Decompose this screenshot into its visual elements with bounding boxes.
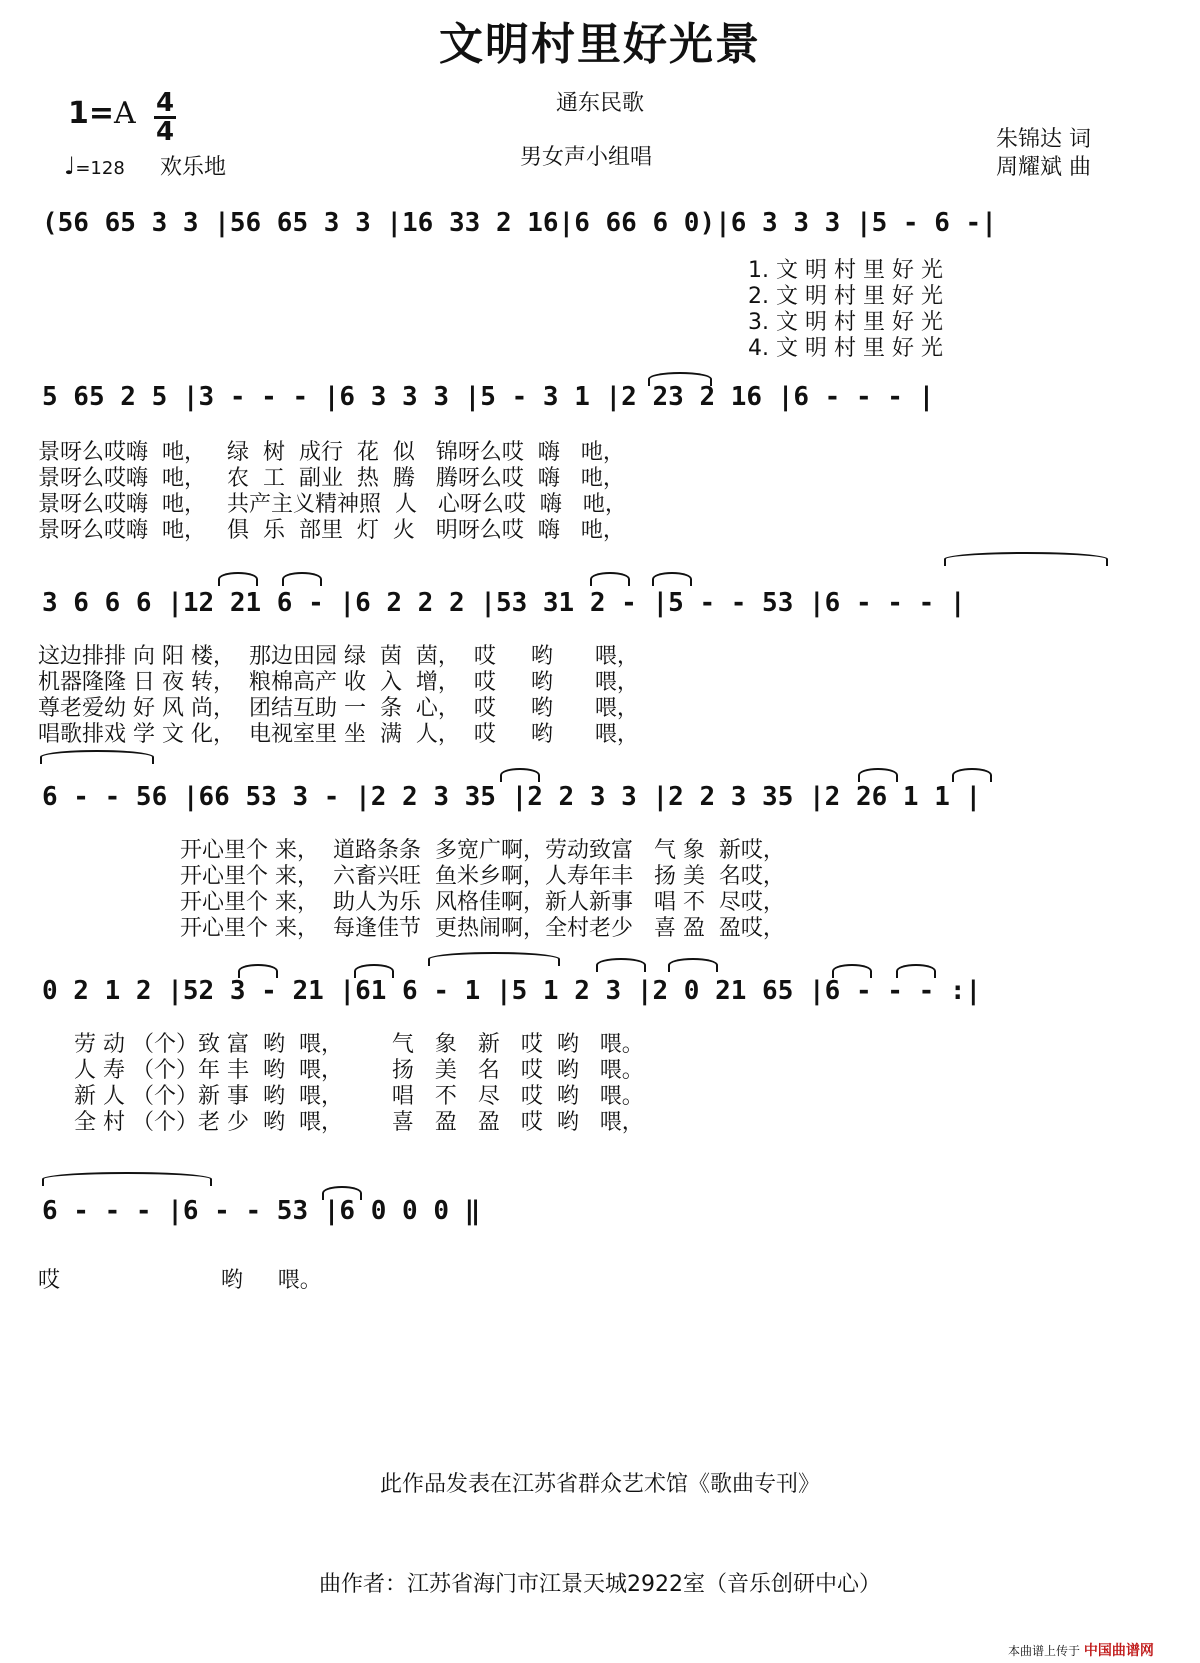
notation-line-6: 6 - - - |6 - - 53 |6 0 0 0 ‖ (42, 1196, 481, 1226)
slur-mark (428, 952, 560, 966)
lyric-line-1-3: 3. 文 明 村 里 好 光 (748, 310, 943, 335)
slur-mark (668, 958, 718, 972)
lyric-line-1-1: 1. 文 明 村 里 好 光 (748, 258, 943, 283)
lyric-line-4-4: 开心里个 来， 每逢佳节 更热闹啊，全村老少 喜 盈 盈哎， (180, 916, 785, 941)
slur-mark (40, 750, 154, 764)
slur-mark (500, 768, 540, 782)
notation-line-5: 0 2 1 2 |52 3 - 21 |61 6 - 1 |5 1 2 3 |2 0 21 65 |6 - - - :| (42, 976, 982, 1006)
lyric-line-3-3: 尊老爱幼 好 风 尚， 团结互助 一 条 心， 哎 哟 喂， (38, 696, 639, 721)
lyric-line-5-3: 新 人 （个）新 事 哟 喂， 唱 不 尽 哎 哟 喂。 (74, 1084, 644, 1109)
lyric-line-1-4: 4. 文 明 村 里 好 光 (748, 336, 943, 361)
lyric-line-4-3: 开心里个 来， 助人为乐 风格佳啊，新人新事 唱 不 尽哎， (180, 890, 785, 915)
performers-label: 男女声小组唱 (520, 145, 653, 170)
key-signature (68, 96, 136, 131)
lyricist-credit: 朱锦达 词 (996, 127, 1091, 152)
meter-bottom: 4 (155, 117, 175, 147)
tempo-value: =128 (75, 158, 125, 179)
lyric-line-3-1: 这边排排 向 阳 楼， 那边田园 绿 茵 茵， 哎 哟 喂， (38, 644, 639, 669)
lyric-line-5-4: 全 村 （个）老 少 哟 喂， 喜 盈 盈 哎 哟 喂， (74, 1110, 644, 1135)
key-prefix: 1= (68, 96, 115, 131)
lyric-line-2-4: 景呀么哎嗨 吔， 俱 乐 部里 灯 火 明呀么哎 嗨 吔， (38, 518, 625, 543)
slur-mark (944, 552, 1108, 566)
slur-mark (952, 768, 992, 782)
publication-note: 此作品发表在江苏省群众艺术馆《歌曲专刊》 (379, 1472, 820, 1497)
slur-mark (596, 958, 646, 972)
lyric-line-3-4: 唱歌排戏 学 文 化， 电视室里 坐 满 人， 哎 哟 喂， (38, 722, 639, 747)
watermark-brand: 中国曲谱网 (1083, 1643, 1154, 1659)
composer-address: 曲作者：江苏省海门市江景天城2922室（音乐创研中心） (319, 1572, 881, 1597)
notation-line-4: 6 - - 56 |66 53 3 - |2 2 3 35 |2 2 3 3 |2 2 3 35 |2 26 1 1 | (42, 782, 982, 812)
tempo-marking (64, 152, 125, 180)
lyric-line-1-2: 2. 文 明 村 里 好 光 (748, 284, 943, 309)
time-signature (152, 90, 178, 145)
lyric-line-2-3: 景呀么哎嗨 吔， 共产主义精神照 人 心呀么哎 嗨 吔， (38, 492, 627, 517)
key-letter: A (114, 96, 136, 131)
composer-credit: 周耀斌 曲 (996, 155, 1091, 180)
watermark-prefix: 本曲谱上传于 (1008, 1644, 1081, 1658)
lyric-line-5-1: 劳 动 （个）致 富 哟 喂， 气 象 新 哎 哟 喂。 (74, 1032, 644, 1057)
lyric-line-4-1: 开心里个 来， 道路条条 多宽广啊，劳动致富 气 象 新哎， (180, 838, 785, 863)
lyric-line-4-2: 开心里个 来， 六畜兴旺 鱼米乡啊，人寿年丰 扬 美 名哎， (180, 864, 785, 889)
lyric-line-5-2: 人 寿 （个）年 丰 哟 喂， 扬 美 名 哎 哟 喂。 (74, 1058, 644, 1083)
slur-mark (218, 572, 258, 586)
meter-top: 4 (155, 88, 175, 118)
lyric-line-3-2: 机器隆隆 日 夜 转， 粮棉高产 收 入 增， 哎 哟 喂， (38, 670, 639, 695)
slur-mark (652, 572, 692, 586)
slur-mark (858, 768, 898, 782)
lyric-line-6-1: 哎 哟 喂。 (38, 1268, 322, 1293)
song-title: 文明村里好光景 (439, 19, 761, 70)
expression-marking: 欢乐地 (160, 155, 227, 180)
song-subtitle: 通东民歌 (555, 91, 644, 116)
notation-line-3: 3 6 6 6 |12 21 6 - |6 2 2 2 |53 31 2 - |5 - - 53 |6 - - - | (42, 588, 966, 618)
notation-line-1: (56 65 3 3 |56 65 3 3 |16 33 2 16|6 66 6 0)|6 3 3 3 |5 - 6 -| (42, 208, 997, 238)
slur-mark (42, 1172, 212, 1186)
slur-mark (282, 572, 322, 586)
site-watermark (1008, 1640, 1154, 1660)
notation-line-2: 5 65 2 5 |3 - - - |6 3 3 3 |5 - 3 1 |2 23 2 16 |6 - - - | (42, 382, 935, 412)
lyric-line-2-2: 景呀么哎嗨 吔， 农 工 副业 热 腾 腾呀么哎 嗨 吔， (38, 466, 625, 491)
lyric-line-2-1: 景呀么哎嗨 吔， 绿 树 成行 花 似 锦呀么哎 嗨 吔， (38, 440, 625, 465)
slur-mark (590, 572, 630, 586)
quarter-note-icon: ♩ (64, 152, 76, 180)
